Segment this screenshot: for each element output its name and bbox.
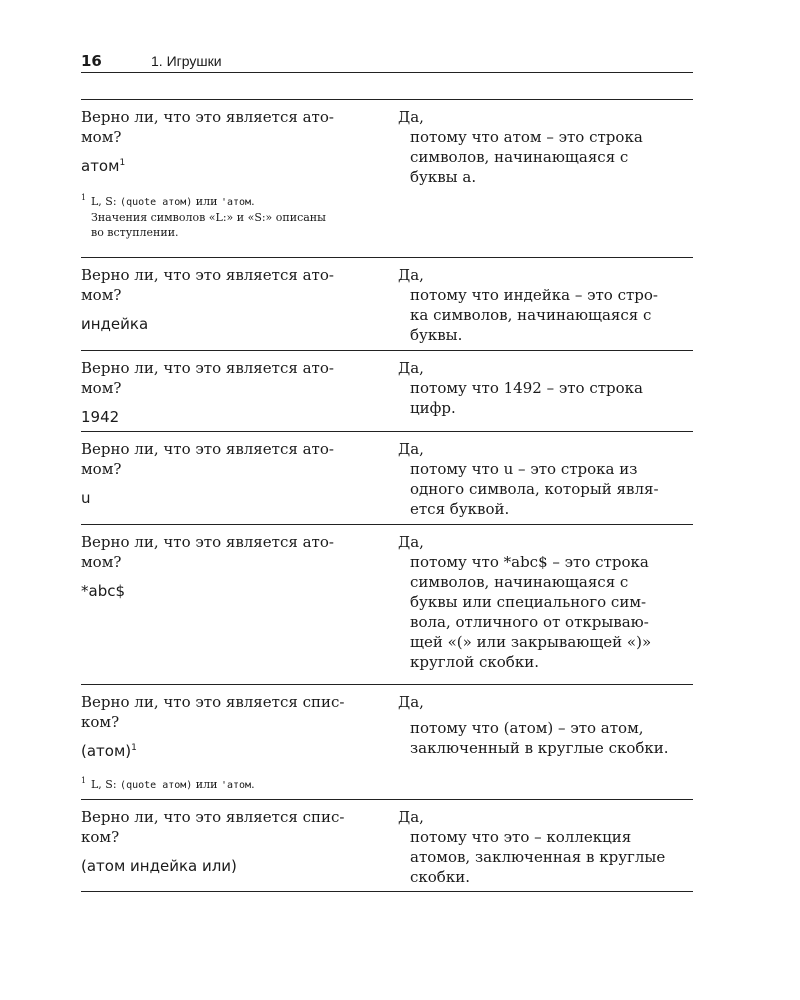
footnote-prefix: L, S: xyxy=(91,195,121,208)
answer-text: потому что атом – это строка символов, начинающаяся с буквы а. xyxy=(410,128,643,186)
question-cell xyxy=(81,692,381,793)
footnote-period: . xyxy=(251,195,255,208)
question-text: Верно ли, что это является ато- мом? xyxy=(81,108,334,146)
answer-text: потому что u – это строка из одного символа, который явля- ется буквой. xyxy=(410,460,659,518)
qa-row xyxy=(81,800,693,892)
expression: индейка xyxy=(81,315,149,333)
qa-row xyxy=(81,525,693,685)
answer-text: потому что (атом) – это атом, заключенный в круглые скобки. xyxy=(410,719,669,757)
question-text: Верно ли, что это является спис- ком? xyxy=(81,808,345,846)
footnote-number: 1 xyxy=(81,193,87,202)
footnote-line: во вступлении. xyxy=(91,226,179,239)
expression: u xyxy=(81,489,91,507)
footnote-period: . xyxy=(251,778,255,791)
question-text: Верно ли, что это является ато- мом? xyxy=(81,359,334,397)
footnote-code: 'атом xyxy=(220,197,252,208)
footnote-marker: 1 xyxy=(119,158,126,168)
question-text: Верно ли, что это является ато- мом? xyxy=(81,533,334,571)
footnote-code: (quote атом) xyxy=(120,780,193,791)
expression-text: (атом) xyxy=(81,742,132,760)
answer-text: потому что это – коллекция атомов, заключенная в круглые скобки. xyxy=(410,828,666,886)
footnote-line: Значения символов «L:» и «S:» описаны xyxy=(91,211,326,224)
answer-cell xyxy=(398,439,693,519)
question-cell xyxy=(81,532,381,601)
question-cell xyxy=(81,358,381,427)
footnote-marker: 1 xyxy=(131,743,137,753)
footnote-or: или xyxy=(192,195,221,208)
question-text: Верно ли, что это является ато- мом? xyxy=(81,266,334,304)
footnote-code: (quote атом) xyxy=(120,197,193,208)
answer-cell xyxy=(398,807,693,887)
answer-yes: Да, xyxy=(398,108,424,126)
footnote xyxy=(81,777,381,793)
footnote-prefix: L, S: xyxy=(91,778,121,791)
answer-yes: Да, xyxy=(398,440,424,458)
expression xyxy=(81,741,381,761)
answer-cell xyxy=(398,358,693,418)
page-number: 16 xyxy=(81,52,102,70)
answer-cell xyxy=(398,532,693,672)
answer-cell xyxy=(398,265,693,345)
expression xyxy=(81,156,381,176)
question-cell xyxy=(81,807,381,876)
footnote-code: 'атом xyxy=(220,780,252,791)
qa-row xyxy=(81,100,693,258)
question-cell xyxy=(81,439,381,508)
page-header xyxy=(81,52,693,73)
answer-yes: Да, xyxy=(398,693,424,711)
expression: (атом индейка или) xyxy=(81,857,237,875)
expression-text: атом xyxy=(81,157,120,175)
question-cell xyxy=(81,265,381,334)
footnote xyxy=(81,194,381,240)
question-text: Верно ли, что это является спис- ком? xyxy=(81,693,345,731)
answer-text: потому что 1492 – это строка цифр. xyxy=(410,379,643,417)
answer-yes: Да, xyxy=(398,359,424,377)
qa-row xyxy=(81,685,693,800)
footnote-number: 1 xyxy=(81,776,87,785)
qa-row xyxy=(81,258,693,351)
answer-yes: Да, xyxy=(398,808,424,826)
expression: *abc$ xyxy=(81,582,126,600)
answer-text: потому что индейка – это стро- ка символов, начинающаяся с буквы. xyxy=(410,286,658,344)
qa-table xyxy=(81,99,693,892)
question-text: Верно ли, что это является ато- мом? xyxy=(81,440,334,478)
expression: 1942 xyxy=(81,408,120,426)
answer-yes: Да, xyxy=(398,533,424,551)
question-cell xyxy=(81,107,381,240)
answer-text: потому что *abc$ – это строка символов, начинающаяся с буквы или специального сим- вола, отличного от открываю- щей «(» или закрывающей «)» круглой скобки. xyxy=(410,553,652,671)
answer-cell xyxy=(398,107,693,187)
answer-cell xyxy=(398,692,693,758)
answer-yes: Да, xyxy=(398,266,424,284)
chapter-title: 1. Игрушки xyxy=(151,53,222,69)
qa-row xyxy=(81,432,693,525)
qa-row xyxy=(81,351,693,432)
footnote-or: или xyxy=(192,778,221,791)
